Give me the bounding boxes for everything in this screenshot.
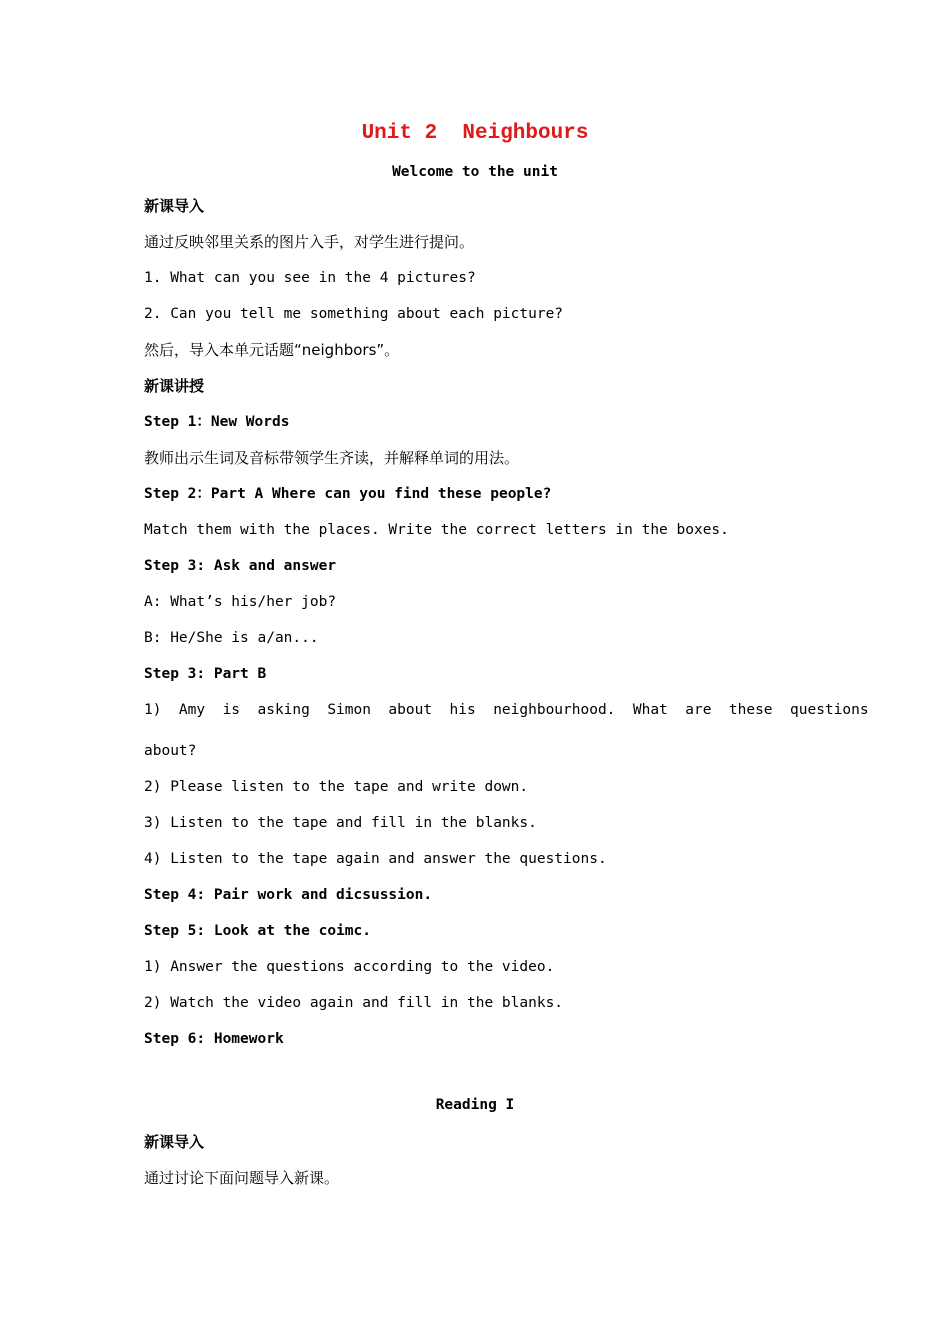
step-3a-heading: Step 3: Ask and answer — [144, 558, 337, 574]
step-3a-line-b: B: He/She is a/an... — [144, 630, 319, 646]
step-5-item-1: 1) Answer the questions according to the video. — [144, 959, 555, 975]
intro-text: 通过反映邻里关系的图片入手，对学生进行提问。 — [144, 233, 475, 251]
question-2: 2. Can you tell me something about each picture? — [144, 306, 564, 322]
step-5-item-2: 2) Watch the video again and fill in the blanks. — [144, 995, 564, 1011]
step-3b-item-3: 3) Listen to the tape and fill in the blanks. — [144, 815, 537, 831]
step-3b-item-1-line-2: about? — [144, 743, 197, 759]
intro-lead: 然后，导入本单元话题“neighbors”。 — [144, 341, 400, 359]
step-3a-line-a: A: What’s his/her job? — [144, 594, 337, 610]
heading-teaching: 新课讲授 — [144, 377, 205, 395]
step-3b-item-2: 2) Please listen to the tape and write down. — [144, 779, 529, 795]
step-3b-item-1-line-1: 1) Amy is asking Simon about his neighbourhood. What are these questions — [144, 702, 869, 718]
step-2-text: Match them with the places. Write the correct letters in the boxes. — [144, 522, 729, 538]
intro-text-reading: 通过讨论下面问题导入新课。 — [144, 1169, 340, 1187]
lesson-subtitle-reading: Reading I — [435, 1097, 515, 1113]
lesson-subtitle-welcome: Welcome to the unit — [392, 164, 558, 180]
step-6-heading: Step 6: Homework — [144, 1031, 284, 1047]
step-3b-heading: Step 3: Part B — [144, 666, 267, 682]
heading-intro: 新课导入 — [144, 197, 205, 215]
unit-title: Unit 2 Neighbours — [361, 122, 589, 145]
heading-intro-reading: 新课导入 — [144, 1133, 205, 1151]
question-1: 1. What can you see in the 4 pictures? — [144, 270, 476, 286]
step-2-heading: Step 2：Part A Where can you find these people? — [144, 486, 552, 502]
step-4-heading: Step 4: Pair work and dicsussion. — [144, 887, 433, 903]
step-1-heading: Step 1：New Words — [144, 414, 290, 430]
step-1-text: 教师出示生词及音标带领学生齐读，并解释单词的用法。 — [144, 449, 520, 467]
step-3b-item-4: 4) Listen to the tape again and answer the questions. — [144, 851, 607, 867]
step-5-heading: Step 5: Look at the coimc. — [144, 923, 371, 939]
